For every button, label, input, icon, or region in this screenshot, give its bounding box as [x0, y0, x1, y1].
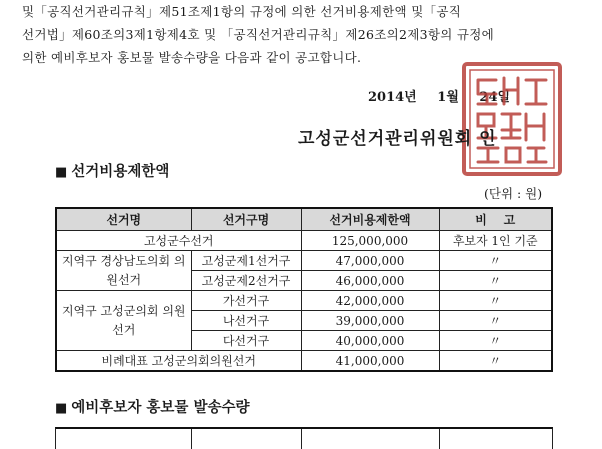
- expense-limit: 41,000,000: [301, 351, 439, 372]
- remark: 〃: [439, 311, 552, 331]
- table-row: [56, 231, 552, 251]
- election-name: 지역구 고성군의회 의원선거: [56, 291, 191, 351]
- expense-limit: 46,000,000: [301, 271, 439, 291]
- election-name: 고성군수선거: [56, 231, 301, 251]
- notice-paragraph: [22, 0, 574, 69]
- expense-limit: 40,000,000: [301, 331, 439, 351]
- table-divider: [439, 429, 440, 449]
- date-day: 24일: [479, 90, 511, 105]
- table-header-row: [56, 208, 552, 231]
- section-title: 예비후보자 홍보물 발송수량: [71, 399, 250, 416]
- organization-name: 고성군선거관리위원회 인: [298, 129, 497, 149]
- notice-line: 의한 예비후보자 홍보물 발송수량을 다음과 같이 공고합니다.: [22, 50, 362, 65]
- mailing-quantity-table: [55, 427, 553, 449]
- table-divider: [191, 429, 192, 449]
- expense-limit: 125,000,000: [301, 231, 439, 251]
- notice-line: 선거법」제60조의3제1항제4호 및 「공직선거관리규칙」제26조의2제3항의 규정에: [22, 27, 494, 42]
- official-seal-icon: [460, 60, 564, 178]
- district-name: 나선거구: [191, 311, 301, 331]
- district-name: 고성군제2선거구: [191, 271, 301, 291]
- bullet-square-icon: ■: [55, 165, 68, 180]
- election-name: 비례대표 고성군의회의원선거: [56, 351, 301, 372]
- expense-limit-table: [55, 207, 553, 372]
- table-row: [56, 291, 552, 311]
- column-header: 선거명: [56, 208, 191, 231]
- table-divider: [301, 429, 302, 449]
- table-row: [56, 351, 552, 372]
- section-heading-expense-limit: [55, 160, 169, 181]
- remark: 〃: [439, 331, 552, 351]
- expense-limit: 42,000,000: [301, 291, 439, 311]
- expense-limit: 39,000,000: [301, 311, 439, 331]
- date-month: 1월: [437, 90, 459, 105]
- column-header: 선거구명: [191, 208, 301, 231]
- remark: 〃: [439, 291, 552, 311]
- column-header: 비 고: [439, 208, 552, 231]
- remark: 〃: [439, 251, 552, 271]
- district-name: 다선거구: [191, 331, 301, 351]
- remark: 후보자 1인 기준: [439, 231, 552, 251]
- column-header: 선거비용제한액: [301, 208, 439, 231]
- notice-line: 및「공직선거관리규칙」제51조제1항의 규정에 의한 선거비용제한액 및「공직: [22, 4, 462, 19]
- remark: 〃: [439, 271, 552, 291]
- table-row: [56, 251, 552, 271]
- date-year: 2014년: [368, 90, 417, 105]
- district-name: 가선거구: [191, 291, 301, 311]
- bullet-square-icon: ■: [55, 401, 68, 416]
- remark: 〃: [439, 351, 552, 372]
- section-heading-mailing-quantity: [55, 396, 249, 417]
- expense-limit: 47,000,000: [301, 251, 439, 271]
- section-title: 선거비용제한액: [71, 163, 170, 180]
- unit-label: (단위 : 원): [484, 186, 543, 201]
- district-name: 고성군제1선거구: [191, 251, 301, 271]
- election-name: 지역구 경상남도의회 의원선거: [56, 251, 191, 291]
